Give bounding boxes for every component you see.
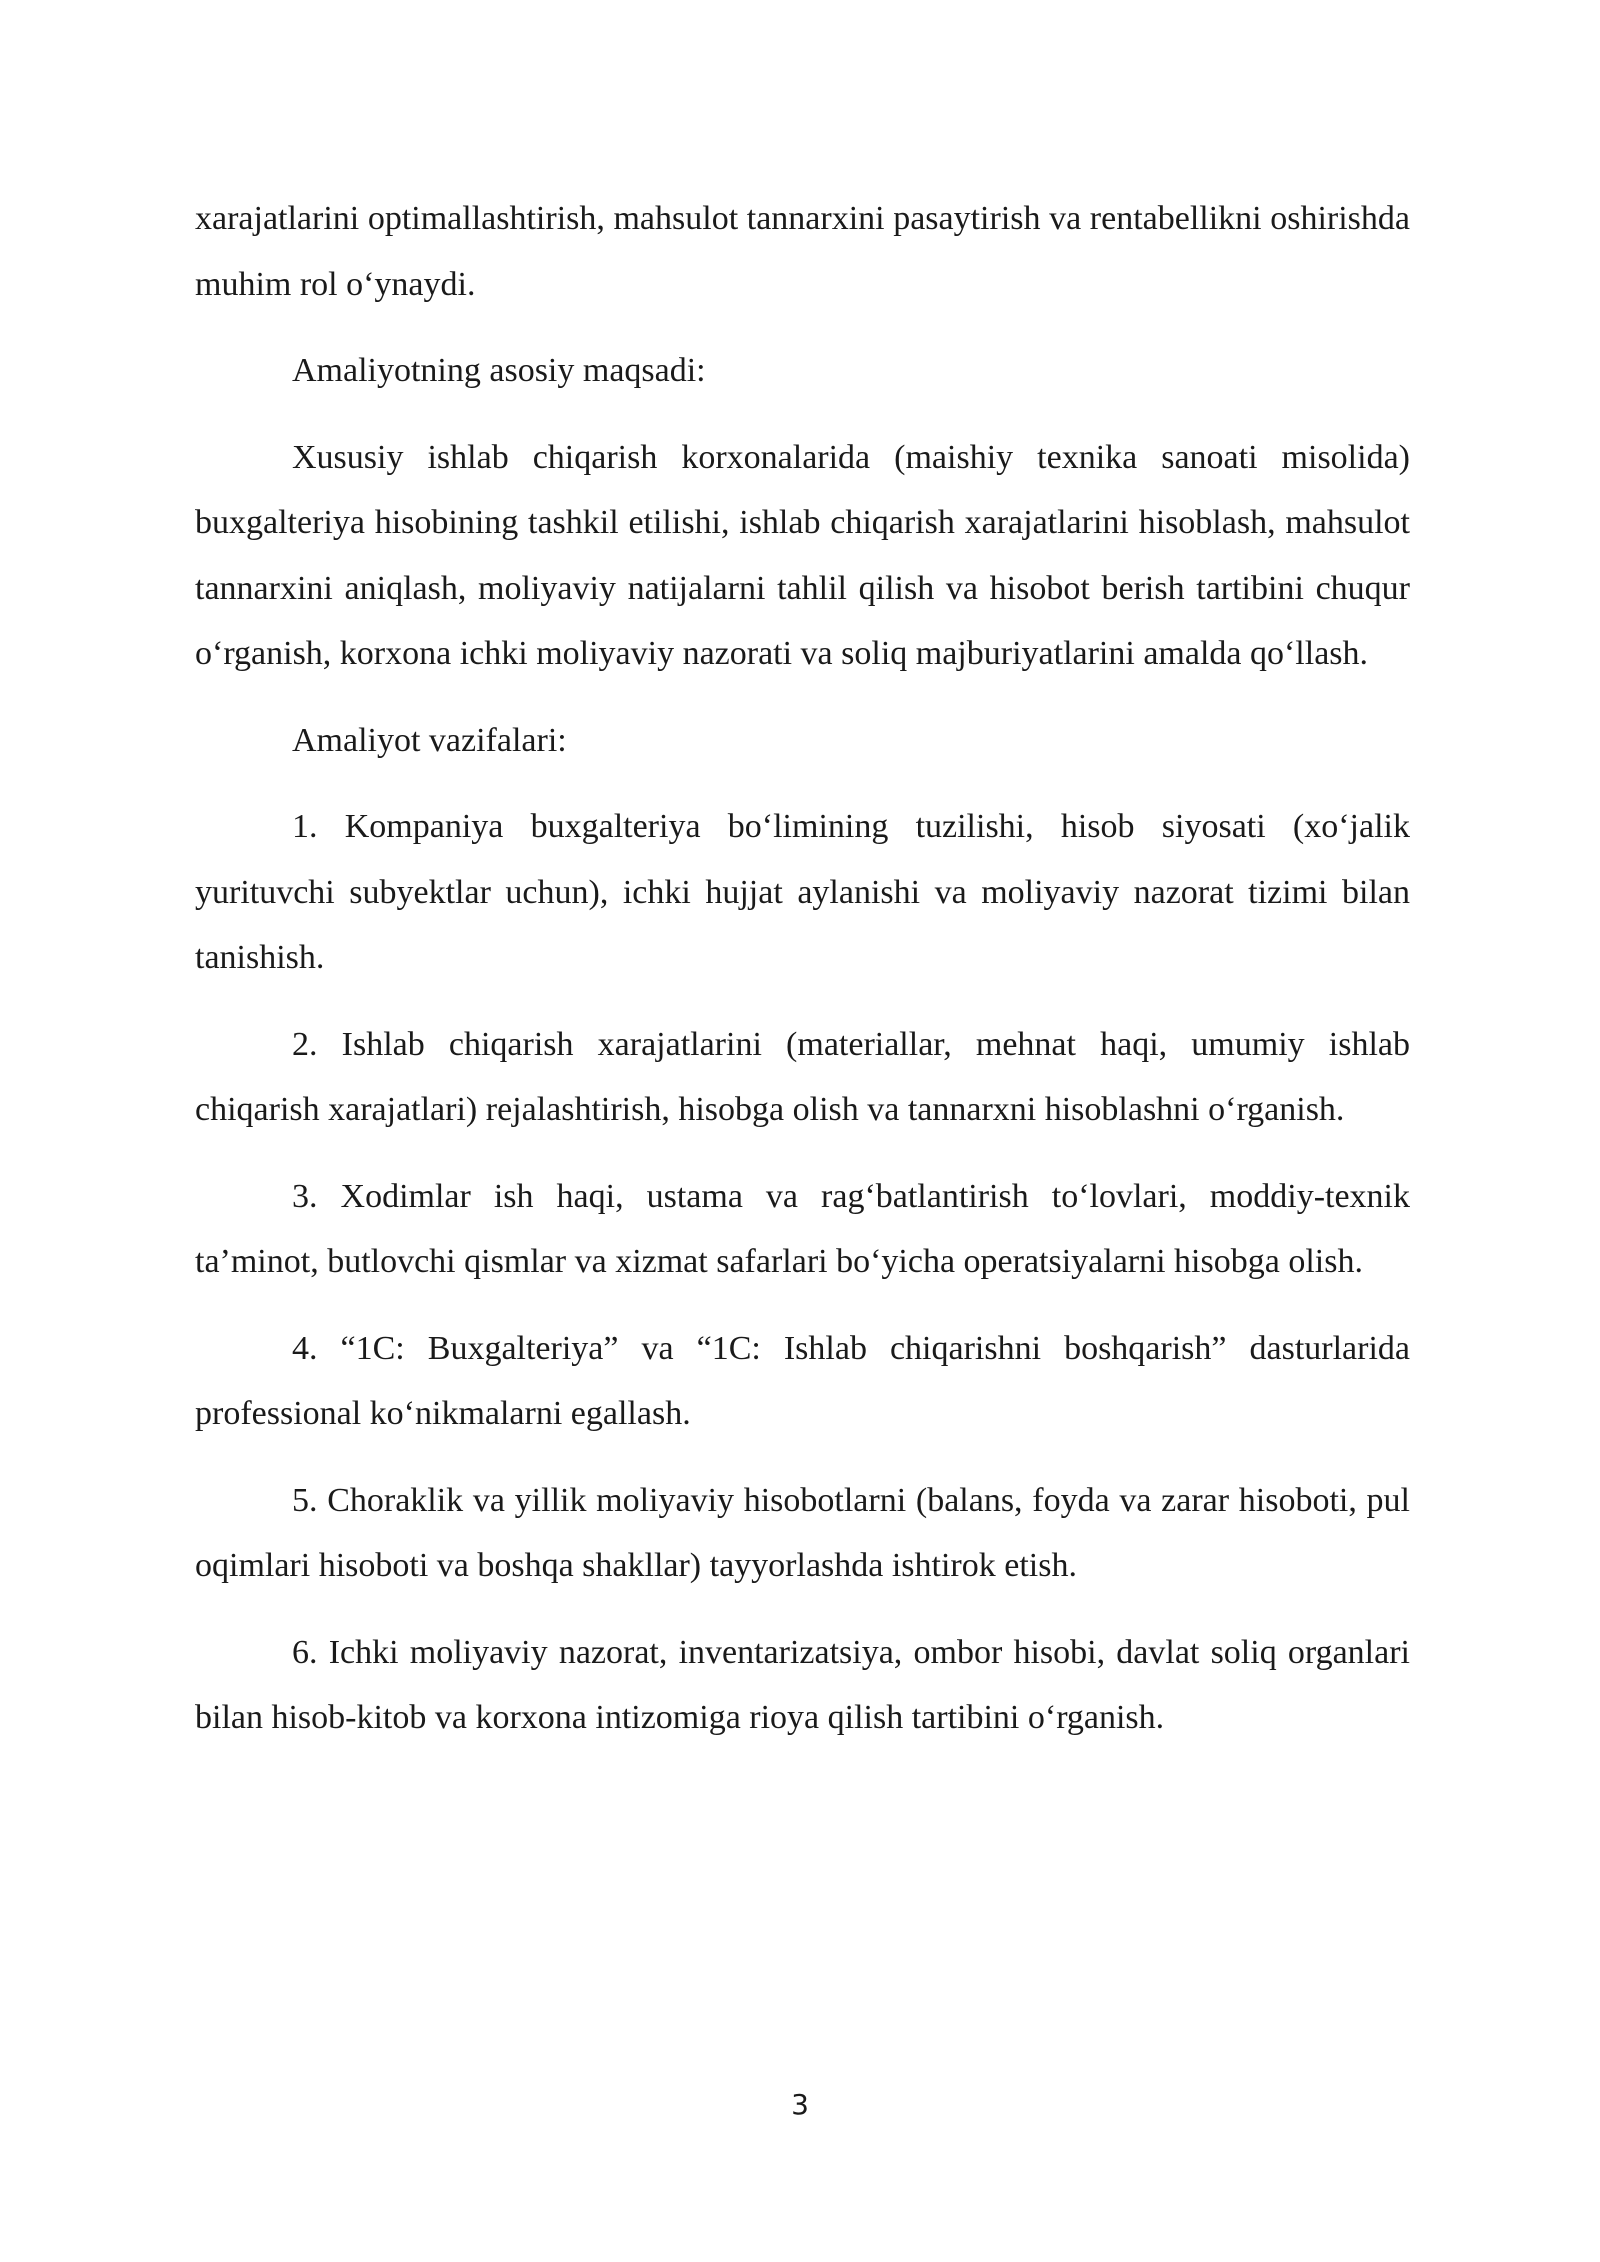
page-number: 3	[791, 2088, 809, 2121]
goal-paragraph: Xususiy ishlab chiqarish korxonalarida (maishiy texnika sanoati misolida) buxgalteriya hisobining tashkil etilishi, ishlab chiqarish xarajatlarini hisoblash, mahsulot tannarxini aniqlash, moliyaviy natijalarni tahlil qilish va hisobot berish tartibini chuqur o‘rganish, korxona ichki moliyaviy nazorati va soliq majburiyatlarini amalda qo‘llash.	[195, 438, 1410, 672]
task-item-5: 5. Choraklik va yillik moliyaviy hisobotlarni (balans, foyda va zarar hisoboti, pul oqimlari hisoboti va boshqa shakllar) tayyorlashda ishtirok etish.	[195, 1481, 1410, 1584]
continuation-paragraph: xarajatlarini optimallashtirish, mahsulot tannarxini pasaytirish va rentabellikni oshirishda muhim rol o‘ynaydi.	[195, 200, 1410, 303]
task-item-2: 2. Ishlab chiqarish xarajatlarini (materiallar, mehnat haqi, umumiy ishlab chiqarish xarajatlari) rejalashtirish, hisobga olish va tannarxni hisoblashni o‘rganish.	[195, 1025, 1410, 1128]
task-item-3: 3. Xodimlar ish haqi, ustama va rag‘batlantirish to‘lovlari, moddiy-texnik ta’minot, butlovchi qismlar va xizmat safarlari bo‘yicha operatsiyalarni hisobga olish.	[195, 1177, 1410, 1280]
document-body	[195, 186, 1410, 1751]
task-item-1: 1. Kompaniya buxgalteriya bo‘limining tuzilishi, hisob siyosati (xo‘jalik yurituvchi subyektlar uchun), ichki hujjat aylanishi va moliyaviy nazorat tizimi bilan tanishish.	[195, 808, 1410, 976]
task-item-6: 6. Ichki moliyaviy nazorat, inventarizatsiya, ombor hisobi, davlat soliq organlari bilan hisob-kitob va korxona intizomiga rioya qilish tartibini o‘rganish.	[195, 1633, 1410, 1736]
goal-heading: Amaliyotning asosiy maqsadi:	[292, 352, 706, 389]
task-item-4: 4. “1C: Buxgalteriya” va “1C: Ishlab chiqarishni boshqarish” dasturlarida professional ko‘nikmalarni egallash.	[195, 1329, 1410, 1432]
tasks-heading: Amaliyot vazifalari:	[292, 721, 567, 759]
